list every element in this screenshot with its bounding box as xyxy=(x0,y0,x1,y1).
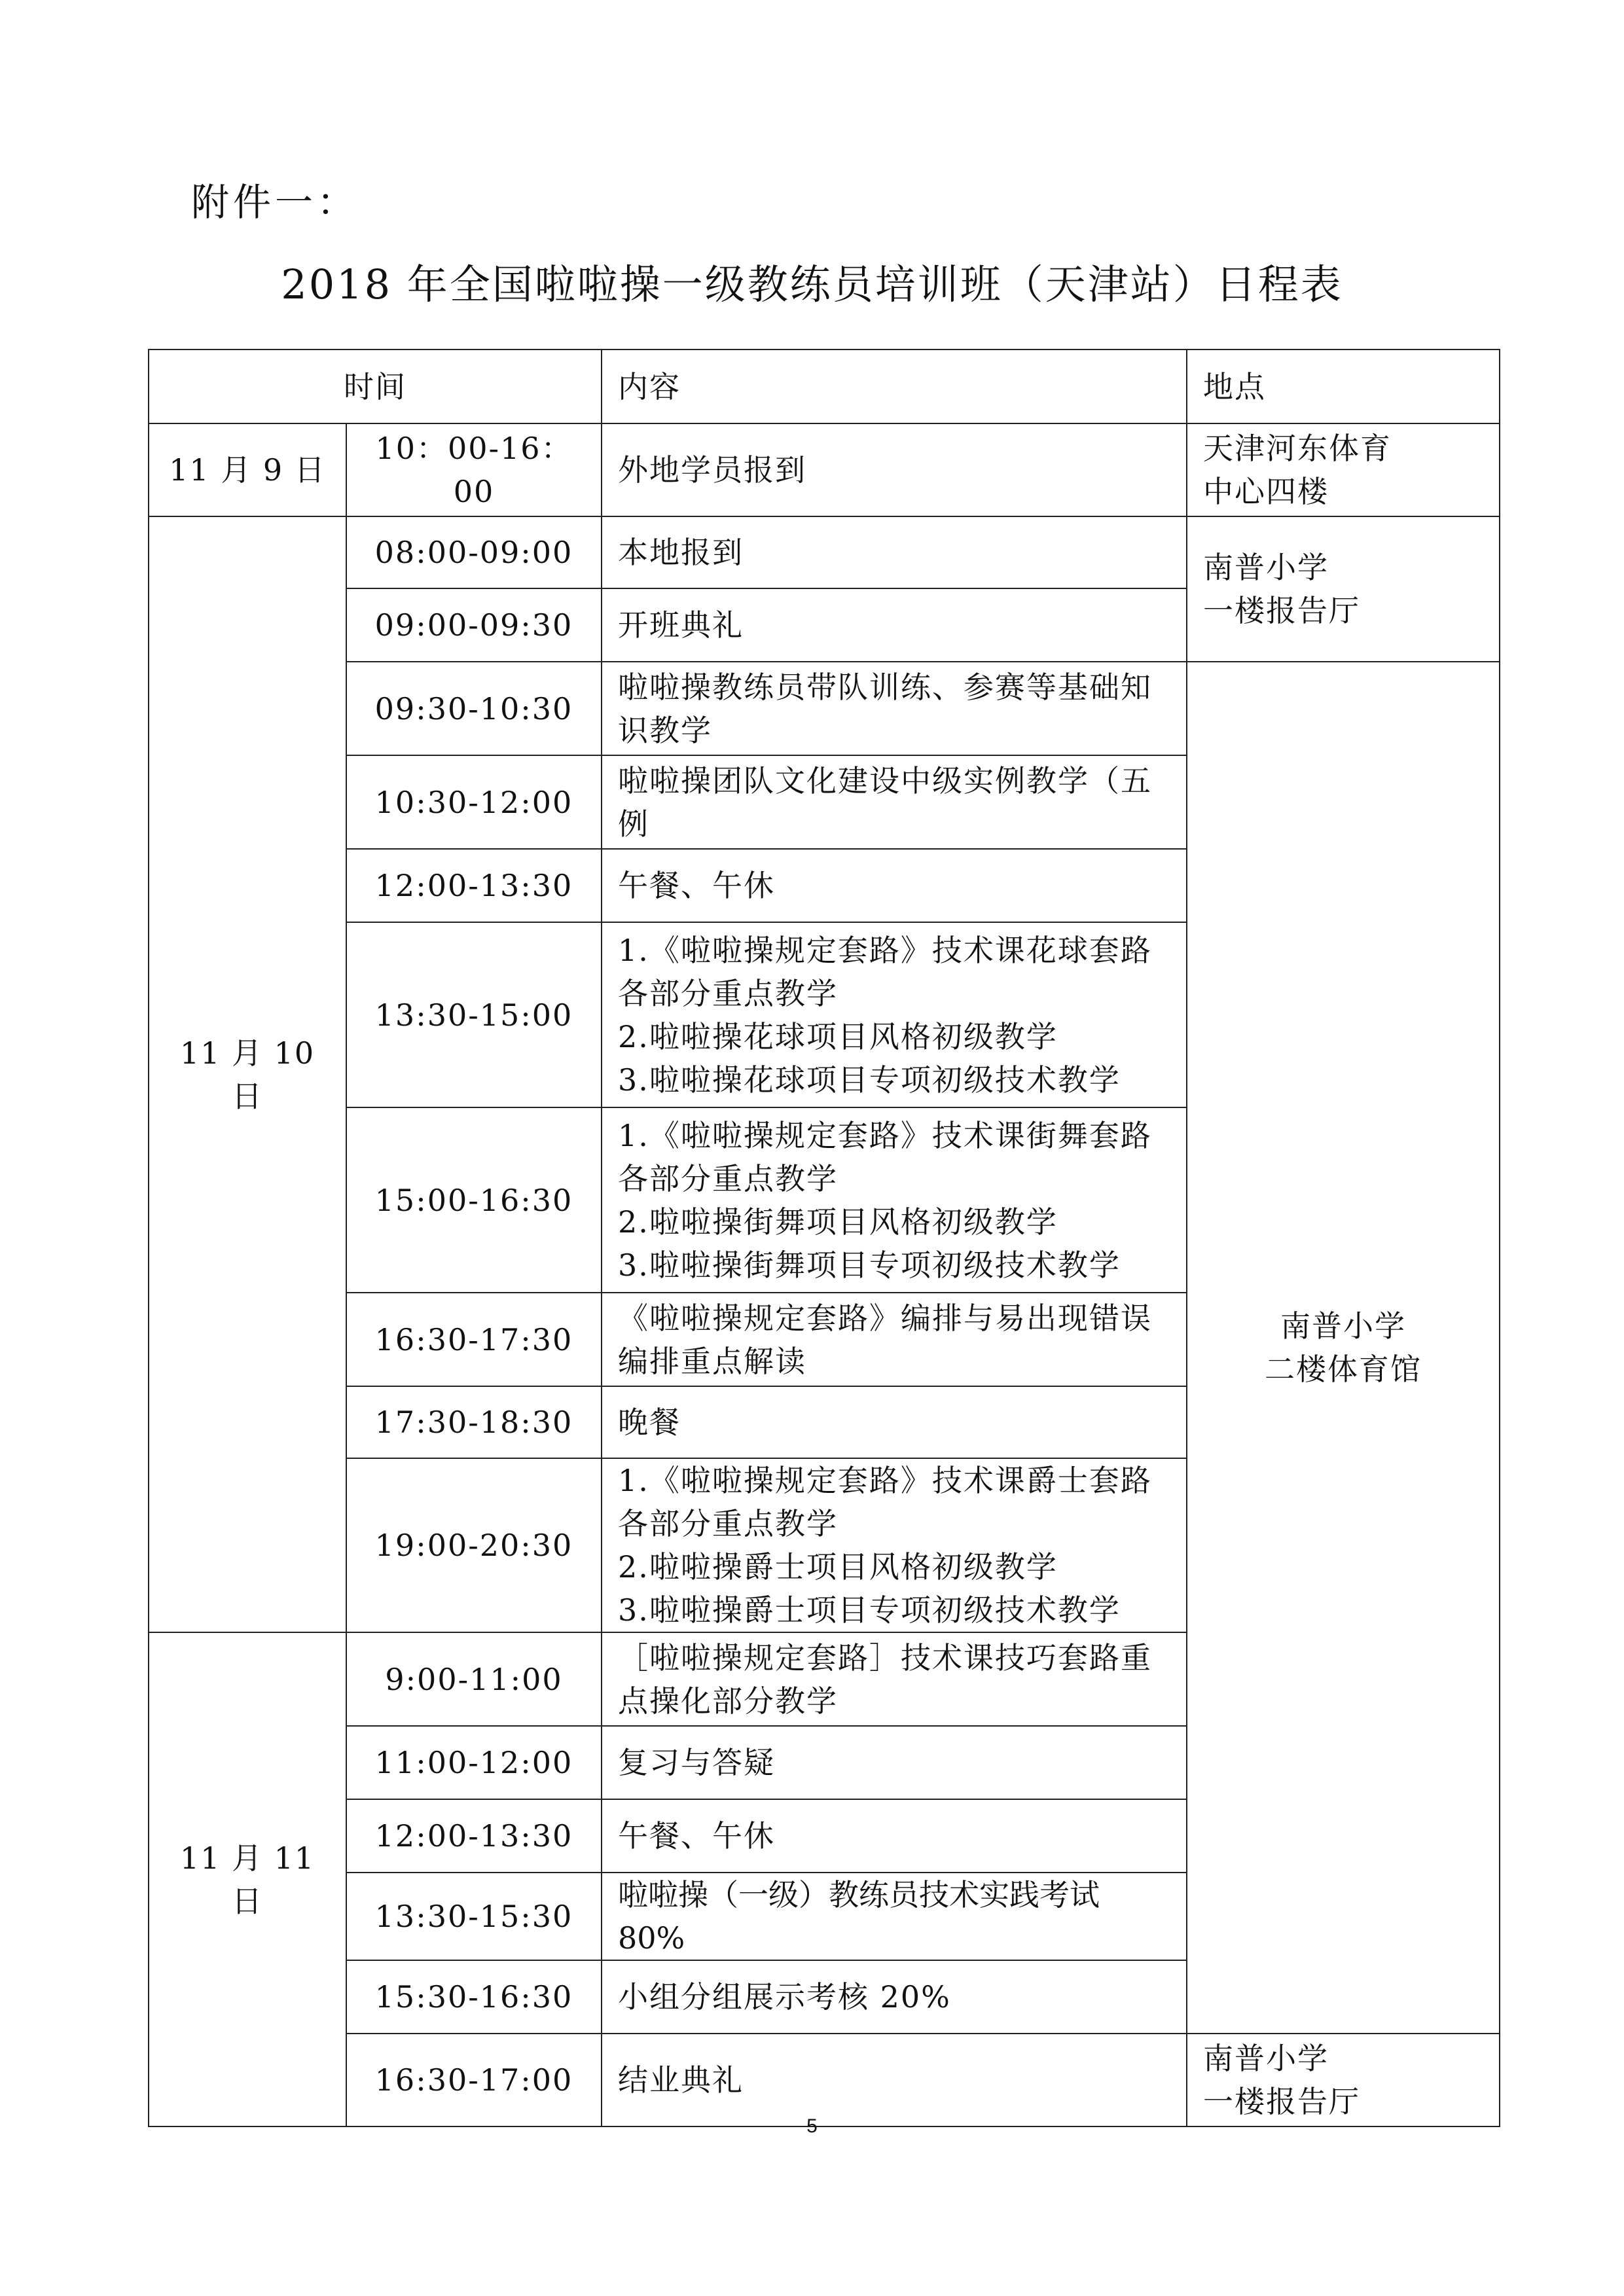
table-row xyxy=(149,423,1500,516)
time-cell: 09:00-09:30 xyxy=(346,588,602,662)
table-row xyxy=(149,516,1500,588)
time-cell: 08:00-09:00 xyxy=(346,516,602,588)
location-line: 南普小学 xyxy=(1280,1308,1406,1344)
time-cell: 16:30-17:00 xyxy=(346,2034,602,2126)
location-cell xyxy=(1187,423,1500,516)
time-cell: 15:00-16:30 xyxy=(346,1107,602,1293)
content-line: 开班典礼 xyxy=(618,607,744,643)
content-cell xyxy=(602,1873,1187,1960)
time-cell: 17:30-18:30 xyxy=(346,1386,602,1458)
content-line: 2.啦啦操街舞项目风格初级教学 xyxy=(618,1204,1058,1240)
attachment-label: 附件一： xyxy=(191,180,359,224)
content-line: 3.啦啦操花球项目专项初级技术教学 xyxy=(618,1062,1121,1098)
content-cell xyxy=(602,922,1187,1107)
date-cell: 11 月 10 日 xyxy=(149,516,346,1632)
content-line: 啦啦操教练员带队训练、参赛等基础知 xyxy=(618,669,1152,705)
header-row xyxy=(149,350,1500,423)
content-cell xyxy=(602,662,1187,755)
content-line: 编排重点解读 xyxy=(618,1343,806,1379)
header-time: 时间 xyxy=(149,350,602,423)
time-cell: 19:00-20:30 xyxy=(346,1458,602,1632)
document-title: 2018 年全国啦啦操一级教练员培训班（天津站）日程表 xyxy=(281,260,1343,308)
time-cell: 13:30-15:30 xyxy=(346,1873,602,1960)
content-cell xyxy=(602,1293,1187,1386)
content-line: 晚餐 xyxy=(618,1405,681,1440)
location-line: 一楼报告厅 xyxy=(1203,593,1360,628)
content-line: ［啦啦操规定套路］技术课技巧套路重 xyxy=(618,1640,1152,1676)
content-line: 2.啦啦操爵士项目风格初级教学 xyxy=(618,1549,1058,1585)
content-cell xyxy=(602,1799,1187,1873)
content-line: 1.《啦啦操规定套路》技术课爵士套路 xyxy=(618,1463,1152,1498)
content-line: 《啦啦操规定套路》编排与易出现错误 xyxy=(618,1300,1152,1336)
time-cell: 13:30-15:00 xyxy=(346,922,602,1107)
content-line: 结业典礼 xyxy=(618,2062,744,2098)
content-cell xyxy=(602,755,1187,849)
time-cell: 09:30-10:30 xyxy=(346,662,602,755)
content-line: 啦啦操团队文化建设中级实例教学（五 xyxy=(618,762,1152,798)
time-cell: 9:00-11:00 xyxy=(346,1632,602,1726)
date-cell: 11 月 9 日 xyxy=(149,423,346,516)
location-cell xyxy=(1187,662,1500,2034)
location-line: 天津河东体育 xyxy=(1203,431,1392,466)
content-line: 1.《啦啦操规定套路》技术课花球套路 xyxy=(618,932,1152,968)
content-cell xyxy=(602,1386,1187,1458)
header-content: 内容 xyxy=(602,350,1187,423)
content-line: 3.啦啦操爵士项目专项初级技术教学 xyxy=(618,1592,1121,1628)
location-cell xyxy=(1187,2034,1500,2126)
time-cell: 16:30-17:30 xyxy=(346,1293,602,1386)
date-cell: 11 月 11 日 xyxy=(149,1632,346,2126)
location-cell xyxy=(1187,516,1500,662)
page-number: 5 xyxy=(806,2115,818,2137)
content-line: 点操化部分教学 xyxy=(618,1683,838,1719)
time-cell: 15:30-16:30 xyxy=(346,1960,602,2034)
content-line: 各部分重点教学 xyxy=(618,975,838,1011)
time-cell: 11:00-12:00 xyxy=(346,1726,602,1799)
content-cell xyxy=(602,516,1187,588)
content-cell xyxy=(602,1458,1187,1632)
time-cell: 10：00-16：00 xyxy=(346,423,602,516)
content-line: 本地报到 xyxy=(618,535,744,570)
content-cell xyxy=(602,849,1187,922)
location-line: 南普小学 xyxy=(1203,550,1329,585)
content-cell xyxy=(602,1107,1187,1293)
content-cell xyxy=(602,1632,1187,1726)
table-row xyxy=(149,662,1500,755)
content-cell xyxy=(602,588,1187,662)
content-line: 1.《啦啦操规定套路》技术课街舞套路 xyxy=(618,1117,1152,1153)
location-line: 中心四楼 xyxy=(1203,474,1329,509)
location-line: 二楼体育馆 xyxy=(1265,1352,1422,1387)
content-line: 3.啦啦操街舞项目专项初级技术教学 xyxy=(618,1247,1121,1283)
location-line: 南普小学 xyxy=(1203,2041,1329,2076)
content-line: 各部分重点教学 xyxy=(618,1506,838,1541)
location-line: 一楼报告厅 xyxy=(1203,2084,1360,2119)
content-line: 例 xyxy=(618,806,649,842)
time-cell: 12:00-13:30 xyxy=(346,849,602,922)
content-line: 外地学员报到 xyxy=(618,452,806,488)
time-cell: 10:30-12:00 xyxy=(346,755,602,849)
content-cell xyxy=(602,423,1187,516)
schedule-table xyxy=(148,349,1500,2127)
content-cell xyxy=(602,2034,1187,2126)
time-cell: 12:00-13:30 xyxy=(346,1799,602,1873)
content-line: 午餐、午休 xyxy=(618,868,775,903)
content-line: 复习与答疑 xyxy=(618,1745,775,1780)
content-line: 各部分重点教学 xyxy=(618,1160,838,1196)
content-line: 午餐、午休 xyxy=(618,1818,775,1854)
content-line: 啦啦操（一级）教练员技术实践考试 80% xyxy=(618,1877,1100,1956)
header-location: 地点 xyxy=(1187,350,1500,423)
content-cell xyxy=(602,1960,1187,2034)
content-line: 2.啦啦操花球项目风格初级教学 xyxy=(618,1018,1058,1054)
content-line: 识教学 xyxy=(618,712,712,748)
table-row xyxy=(149,2034,1500,2126)
content-line: 小组分组展示考核 20% xyxy=(618,1979,951,2015)
content-cell xyxy=(602,1726,1187,1799)
